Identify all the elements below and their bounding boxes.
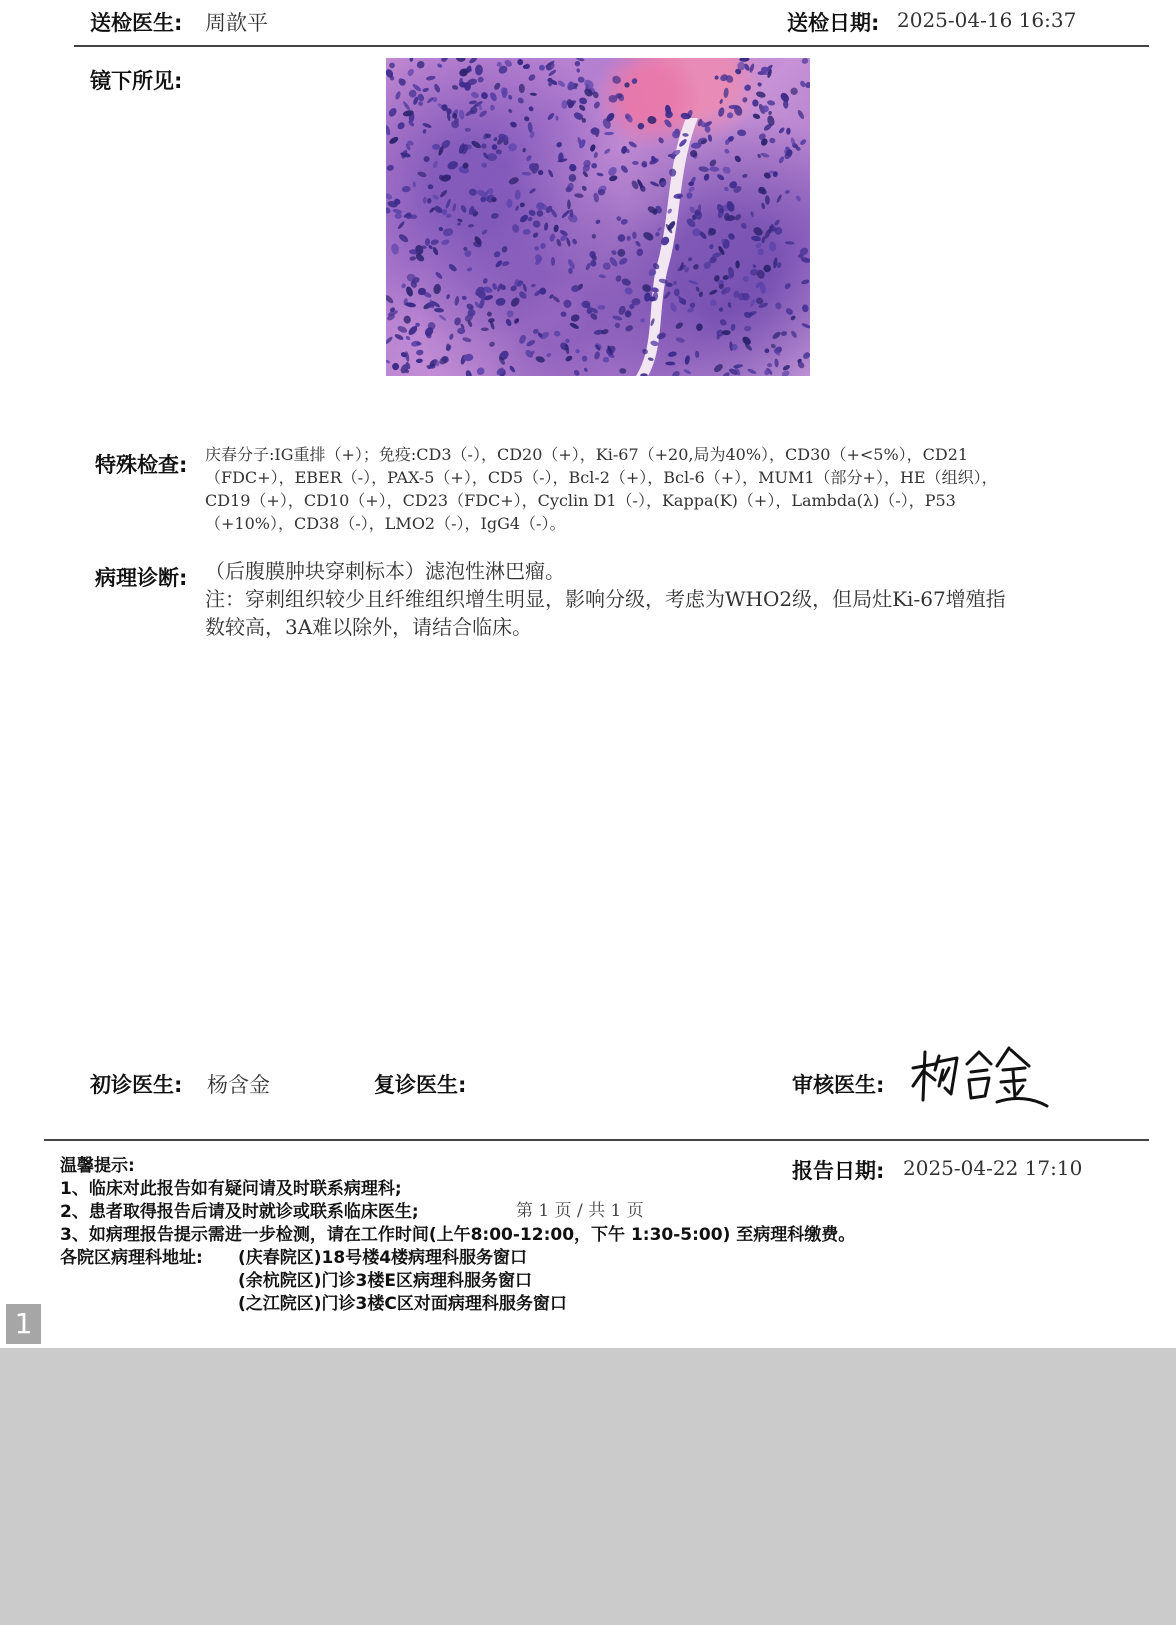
initial-doctor-value: 杨含金	[207, 1073, 270, 1097]
diagnosis-line: （后腹膜肿块穿刺标本）滤泡性淋巴瘤。	[205, 559, 565, 583]
referring-doctor-label: 送检医生:	[90, 11, 183, 35]
microscopy-label: 镜下所见:	[90, 69, 183, 93]
special-exam-label: 特殊检查:	[95, 453, 188, 477]
address-item: (庆春院区)18号楼4楼病理科服务窗口	[238, 1248, 528, 1268]
special-exam-line: CD19（+），CD10（+），CD23（FDC+），Cyclin D1（-），Kappa(K)（+），Lambda(λ)（-），P53	[205, 491, 956, 510]
tip-item: 1、临床对此报告如有疑问请及时联系病理科;	[60, 1179, 402, 1199]
tip-item: 3、如病理报告提示需进一步检测，请在工作时间(上午8:00-12:00，下午 1:30-5:00) 至病理科缴费。	[60, 1225, 856, 1245]
special-exam-line: （FDC+），EBER（-），PAX-5（+），CD5（-），Bcl-2（+），Bcl-6（+），MUM1（部分+），HE（组织），	[205, 468, 998, 487]
address-item: (余杭院区)门诊3楼E区病理科服务窗口	[238, 1271, 532, 1291]
page-number-badge[interactable]: 1	[6, 1304, 41, 1344]
send-date-label: 送检日期:	[787, 11, 880, 35]
diagnosis-label: 病理诊断:	[95, 566, 188, 590]
address-label: 各院区病理科地址:	[60, 1248, 203, 1268]
report-date-label: 报告日期:	[792, 1159, 885, 1183]
special-exam-text	[205, 443, 998, 535]
auditor-signature	[905, 1040, 1055, 1116]
referring-doctor-value: 周歆平	[205, 11, 268, 35]
special-exam-line: 庆春分子:IG重排（+）；免疫:CD3（-），CD20（+），Ki-67（+20,局为40%），CD30（+<5%），CD21	[205, 445, 969, 464]
diagnosis-line: 数较高，3A难以除外，请结合临床。	[205, 615, 533, 639]
auditor-label: 审核医生:	[792, 1073, 885, 1097]
send-date-value: 2025-04-16 16:37	[897, 8, 1077, 32]
diagnosis-line: 注：穿刺组织较少且纤维组织增生明显，影响分级，考虑为WHO2级，但局灶Ki-67增殖指	[205, 587, 1006, 611]
tips-title: 温馨提示:	[60, 1156, 135, 1176]
address-item: (之江院区)门诊3楼C区对面病理科服务窗口	[238, 1294, 567, 1314]
review-doctor-label: 复诊医生:	[374, 1073, 467, 1097]
header-divider	[74, 45, 1149, 47]
microscopy-image	[386, 58, 810, 376]
tip-item: 2、患者取得报告后请及时就诊或联系临床医生;	[60, 1202, 419, 1222]
footer-divider	[44, 1139, 1149, 1141]
diagnosis-text	[205, 557, 1006, 641]
special-exam-line: （+10%），CD38（-），LMO2（-），IgG4（-）。	[205, 514, 566, 533]
report-date-value: 2025-04-22 17:10	[903, 1156, 1083, 1180]
initial-doctor-label: 初诊医生:	[90, 1073, 183, 1097]
page-info: 第 1 页 / 共 1 页	[516, 1201, 644, 1221]
